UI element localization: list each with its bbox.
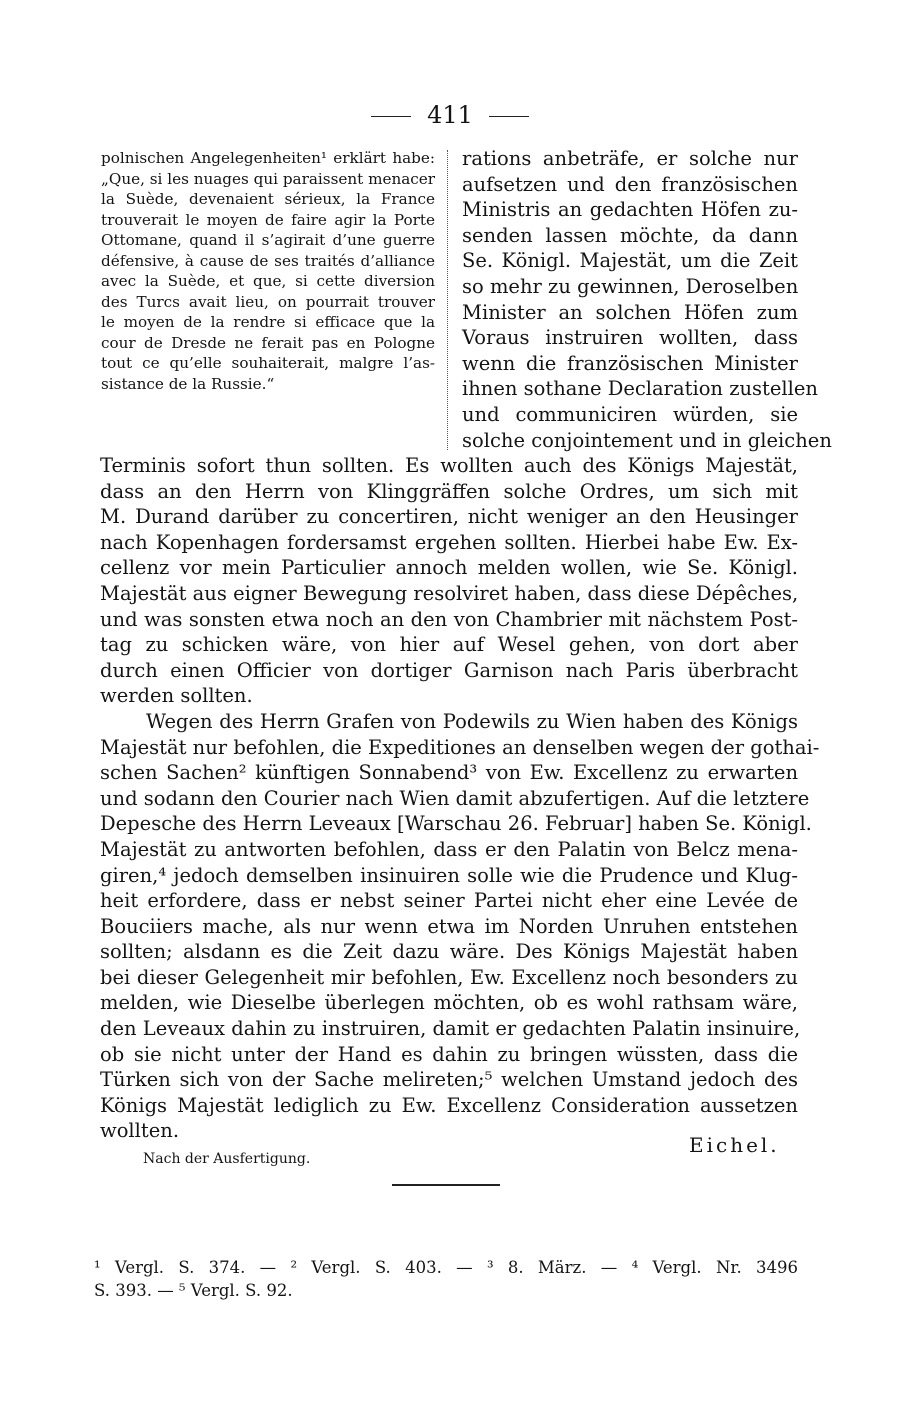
- body-line: sollten; alsdann es die Zeit dazu wäre. Des Königs Majestät haben: [100, 940, 798, 964]
- body-line: wollten.: [100, 1119, 180, 1143]
- body-line: Majestät aus eigner Bewegung resolviret haben, dass diese Dépêches,: [100, 581, 799, 605]
- body-text: [100, 453, 820, 1144]
- body-line: Majestät nur befohlen, die Expeditiones an denselben wegen der gothai-: [100, 735, 820, 759]
- body-line: giren,⁴ jedoch demselben insinuiren solle wie die Prudence und Klug-: [100, 863, 798, 887]
- body-line: den Leveaux dahin zu instruiren, damit er gedachten Palatin insinuire,: [100, 1017, 801, 1041]
- body-line: Majestät zu antworten befohlen, dass er den Palatin von Belcz mena-: [100, 837, 798, 861]
- body-line: M. Durand darüber zu concertiren, nicht weniger an den Heusinger: [100, 505, 798, 529]
- right-column-line: ihnen sothane Declaration zustellen: [462, 377, 818, 401]
- header-rule-right: [489, 116, 529, 117]
- left-column-note: [101, 148, 435, 394]
- body-line: Wegen des Herrn Grafen von Podewils zu Wien haben des Königs: [146, 709, 798, 733]
- note-line: polnischen Angelegenheiten¹ erklärt habe:: [101, 149, 435, 167]
- right-column-text: [462, 146, 832, 453]
- note-line: tout ce qu’elle souhaiterait, malgre l’as-: [101, 354, 435, 372]
- body-line: durch einen Officier von dortiger Garnison nach Paris überbracht: [100, 658, 798, 682]
- note-line: Ottomane, quand il s’agirait d’une guerre: [101, 231, 435, 249]
- right-column-line: Voraus instruiren wollten, dass: [462, 326, 798, 350]
- body-line: Depesche des Herrn Leveaux [Warschau 26. Februar] haben Se. Königl.: [100, 812, 812, 836]
- body-line: Königs Majestät lediglich zu Ew. Excellenz Consideration aussetzen: [100, 1093, 798, 1117]
- note-line: „Que, si les nuages qui paraissent menacer: [101, 169, 436, 188]
- body-line: und sodann den Courier nach Wien damit abzufertigen. Auf die letztere: [100, 786, 810, 810]
- right-column-line: wenn die französischen Minister: [462, 351, 798, 375]
- body-line: Bouciiers mache, als nur wenn etwa im Norden Unruhen entstehen: [100, 914, 798, 938]
- note-line: défensive, à cause de ses traités d’alliance: [101, 251, 435, 270]
- page-number: 411: [427, 101, 473, 129]
- right-column-line: solche conjointement und in gleichen: [462, 428, 832, 452]
- right-column-line: rations anbeträfe, er solche nur: [462, 147, 798, 170]
- note-line: trouverait le moyen de faire agir la Porte: [101, 210, 435, 229]
- header-rule-left: [371, 116, 411, 117]
- right-column-line: Se. Königl. Majestät, um die Zeit: [462, 249, 798, 273]
- body-line: werden sollten.: [100, 684, 253, 708]
- source-note: Nach der Ausfertigung.: [143, 1151, 311, 1167]
- body-line: und was sonsten etwa noch an den von Chambrier mit nächstem Post-: [100, 607, 798, 631]
- body-line: cellenz vor mein Particulier annoch melden wollen, wie Se. Königl.: [100, 556, 798, 580]
- note-line: la Suède, devenaient sérieux, la France: [101, 190, 435, 208]
- footnote-line: ¹ Vergl. S. 374. — ² Vergl. S. 403. — ³ 8. März. — ⁴ Vergl. Nr. 3496: [94, 1258, 798, 1277]
- body-line: nach Kopenhagen fordersamst ergehen sollten. Hierbei habe Ew. Ex-: [100, 530, 798, 554]
- note-line: avec la Suède, et que, si cette diversion: [101, 272, 435, 290]
- body-line: melden, wie Dieselbe überlegen möchten, ob es wohl rathsam wäre,: [100, 991, 798, 1015]
- body-line: Türken sich von der Sache melireten;⁵ welchen Umstand jedoch des: [100, 1068, 798, 1092]
- section-rule: [392, 1184, 500, 1186]
- right-column-line: und communiciren würden, sie: [462, 402, 798, 426]
- right-column-line: so mehr zu gewinnen, Deroselben: [462, 274, 799, 298]
- note-line: sistance de la Russie.“: [101, 374, 275, 393]
- body-line: schen Sachen² künftigen Sonnabend³ von Ew. Excellenz zu erwarten: [100, 761, 798, 785]
- body-line: bei dieser Gelegenheit mir befohlen, Ew. Excellenz noch besonders zu: [100, 965, 798, 989]
- body-line: Terminis sofort thun sollten. Es wollten auch des Königs Majestät,: [100, 454, 798, 477]
- note-line: cour de Dresde ne ferait pas en Pologne: [101, 333, 435, 352]
- note-line: le moyen de la rendre si efficace que la: [101, 313, 435, 331]
- body-line: dass an den Herrn von Klinggräffen solche Ordres, um sich mit: [100, 479, 798, 503]
- right-column-line: aufsetzen und den französischen: [462, 172, 798, 196]
- signature: Eichel.: [689, 1133, 780, 1157]
- column-divider: [447, 150, 448, 450]
- body-line: tag zu schicken wäre, von hier auf Wesel gehen, von dort aber: [100, 633, 798, 657]
- note-line: des Turcs avait lieu, on pourrait trouver: [101, 292, 435, 311]
- right-column-line: senden lassen möchte, da dann: [462, 223, 798, 247]
- footnote-line: S. 393. — ⁵ Vergl. S. 92.: [94, 1281, 293, 1300]
- right-column-line: Minister an solchen Höfen zum: [462, 300, 798, 324]
- right-column-line: Ministris an gedachten Höfen zu-: [462, 198, 798, 222]
- body-line: ob sie nicht unter der Hand es dahin zu bringen wüssten, dass die: [100, 1042, 798, 1066]
- page-number-header: [0, 100, 900, 130]
- footnotes: [94, 1256, 798, 1302]
- body-line: heit erfordere, dass er nebst seiner Partei nicht eher eine Levée de: [100, 889, 798, 913]
